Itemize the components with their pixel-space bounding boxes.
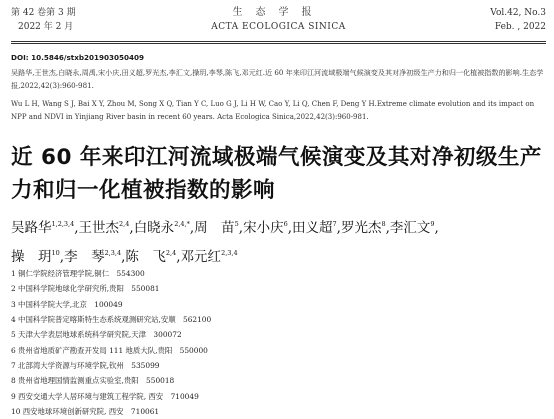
affiliation-item: 4 中国科学院普定喀斯特生态系统观测研究站,安顺 562100 — [11, 315, 212, 325]
affiliation-item: 7 北部湾大学资源与环境学院,钦州 535099 — [11, 361, 160, 371]
author: 吴路华$^{1,2,3,4}$ — [11, 220, 75, 236]
affiliation-item: 5 天津大学表层地球系统科学研究院,天津 300072 — [11, 330, 182, 340]
journal-name-zh: 生态学报 — [232, 7, 325, 18]
affiliation-item: 1 铜仁学院经济管理学院,铜仁 554300 — [11, 269, 145, 278]
affiliation-item: 9 西安交通大学人居环境与建筑工程学院, 西安 710049 — [11, 391, 199, 401]
affiliation-item: 2 中国科学院地球化学研究所,贵阳 550081 — [11, 284, 160, 294]
affiliation-item: 8 贵州省地理国情监测重点实验室,贵阳 550018 — [11, 376, 175, 386]
author: 白晓永$^{2,4,*}$ — [133, 220, 190, 236]
volume-issue-zh: 第 42 卷第 3 期 — [11, 8, 76, 18]
author: 李汇文$^9$ — [389, 220, 435, 236]
affiliation-item: 6 贵州省地质矿产勘查开发局 111 地质大队,贵阳 550000 — [11, 345, 208, 355]
author-list — [11, 212, 551, 270]
affiliation-list — [11, 266, 211, 419]
author: 宋小庆$^6$ — [243, 220, 288, 236]
author: 田义超$^7$ — [292, 220, 337, 236]
authors-line-2: 操 玥$^{10}$,李 琴$^{2,3,4}$,陈 飞$^{2,4}$,邓元红$^{2,3,4}$ — [11, 249, 238, 265]
author: 王世杰$^{2,4}$ — [78, 220, 130, 236]
date-en: Feb. , 2022 — [494, 22, 546, 32]
affiliation-item: 10 西安地球环境创新研究院, 西安 710061 — [11, 407, 160, 417]
author: 周 苗$^5$ — [194, 220, 239, 236]
author: 陈 飞$^{2,4}$ — [125, 249, 177, 265]
header-rule-top — [11, 41, 546, 42]
paper-title: 近 60 年来印江河流域极端气候演变及其对净初级生产力和归一化植被指数的影响 — [11, 145, 542, 203]
journal-header — [11, 3, 546, 41]
header-right — [490, 6, 546, 34]
doi-line: DOI: 10.5846/stxb201903050409 — [11, 53, 144, 62]
author: 罗光杰$^8$ — [340, 220, 386, 236]
authors-line-1: 吴路华$^{1,2,3,4}$,王世杰$^{2,4}$,白晓永$^{2,4,*}$,周 苗$^5$,宋小庆$^6$,田义超$^7$,罗光杰$^8$,李汇文$^9$, — [11, 220, 439, 236]
affiliation-item: 3 中国科学院大学,北京 100049 — [11, 299, 123, 309]
author: 邓元红$^{2,3,4}$ — [180, 249, 238, 265]
date-zh: 2022 年 2 月 — [18, 22, 74, 32]
author: 操 玥$^{10}$ — [11, 249, 60, 265]
volume-issue-en: Vol.42, No.3 — [490, 8, 546, 18]
citation-en: Wu L H, Wang S J, Bai X Y, Zhou M, Song X Q, Tian Y C, Luo G J, Li H W, Cao Y, Li Q, Chen F, Deng Y H.Extreme climate evolution and its impact on NPP and NDVI in Yinjiang River basin in recent 60 years. Acta Ecologica Sinica,2022,42(3):960-981. — [11, 100, 535, 121]
journal-name-en: ACTA ECOLOGICA SINICA — [211, 22, 346, 32]
header-center — [11, 6, 546, 34]
author: 李 琴$^{2,3,4}$ — [64, 249, 122, 265]
header-rule-bottom — [11, 43, 546, 44]
citation-zh: 吴路华,王世杰,白晓永,周禹,宋小庆,田义超,罗光杰,李汇文,操玥,李琴,陈飞,邓元红.近 60 年来印江河流域极端气候演变及其对净初级生产力和归一化植被指数的影响.生态学报,2022,42(3):960-981. — [11, 68, 544, 90]
